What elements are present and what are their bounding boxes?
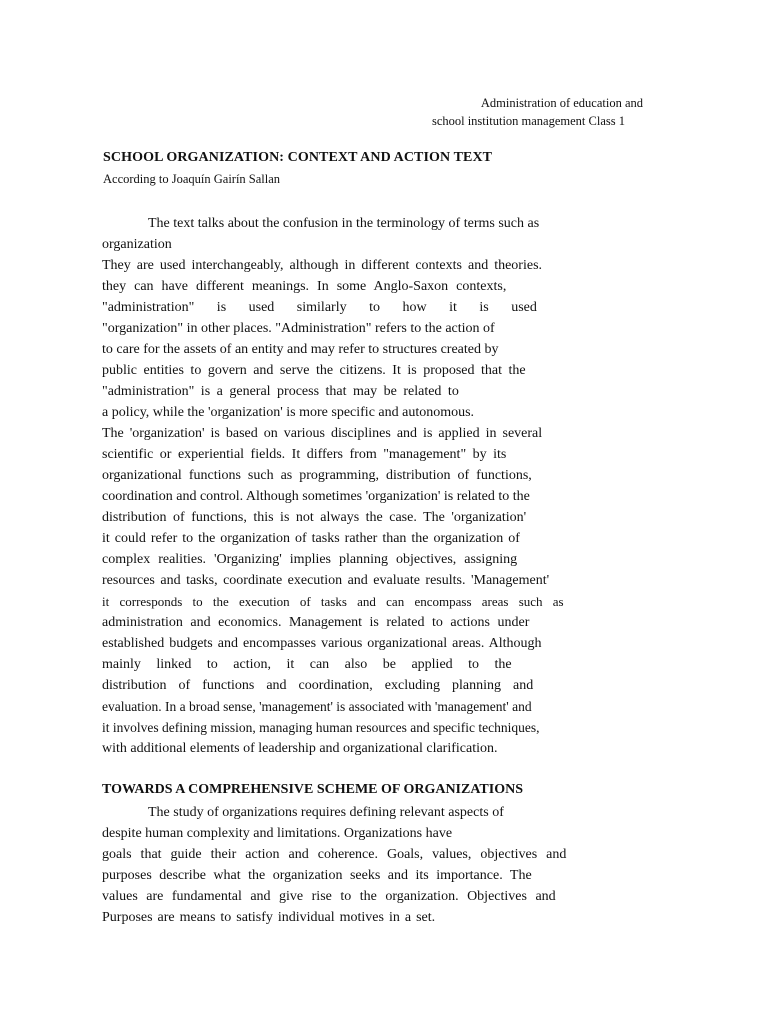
text-line: scientific or experiential fields. It differs from "management" by its (102, 447, 507, 462)
text-line: purposes describe what the organization seeks and its importance. The (102, 868, 532, 883)
text-line: values are fundamental and give rise to the organization. Objectives and (102, 889, 556, 904)
section-2-body (102, 802, 597, 928)
text-line: established budgets and encompasses various organizational areas. Although (102, 636, 542, 651)
text-line: evaluation. In a broad sense, 'management' is associated with 'management' and (102, 699, 532, 714)
text-line: "organization" in other places. "Administration" refers to the action of (102, 321, 495, 336)
text-line: it corresponds to the execution of tasks and can encompass areas such as (102, 594, 564, 609)
text-line: it involves defining mission, managing human resources and specific techniques, (102, 720, 540, 735)
text-line: they can have different meanings. In some Anglo-Saxon contexts, (102, 279, 507, 294)
page-header (432, 94, 643, 130)
text-line: administration and economics. Management is related to actions under (102, 615, 530, 630)
header-line-course: Administration of education and (480, 96, 643, 110)
document-title: SCHOOL ORGANIZATION: CONTEXT AND ACTION TEXT (103, 150, 493, 165)
text-line: it could refer to the organization of tasks rather than the organization of (102, 531, 520, 546)
text-line: distribution of functions, this is not always the case. The 'organization' (102, 510, 527, 525)
text-line: despite human complexity and limitations. Organizations have (102, 826, 453, 841)
text-line: Purposes are means to satisfy individual motives in a set. (102, 910, 436, 925)
text-line: with additional elements of leadership and organizational clarification. (102, 741, 498, 756)
text-line: The text talks about the confusion in the terminology of terms such as (148, 216, 540, 231)
text-line: organizational functions such as programming, distribution of functions, (102, 468, 532, 483)
text-line: goals that guide their action and coherence. Goals, values, objectives and (102, 847, 567, 862)
text-line: organization (102, 237, 172, 252)
text-line: "administration" is a general process that may be related to (102, 384, 459, 399)
section-1-body (102, 213, 597, 759)
text-line: coordination and control. Although sometimes 'organization' is related to the (102, 489, 530, 504)
text-line: They are used interchangeably, although in different contexts and theories. (102, 258, 543, 273)
text-line: to care for the assets of an entity and may refer to structures created by (102, 342, 499, 357)
section-2-heading: TOWARDS A COMPREHENSIVE SCHEME OF ORGANIZATIONS (102, 782, 523, 797)
text-line: public entities to govern and serve the citizens. It is proposed that the (102, 363, 526, 378)
text-line: a policy, while the 'organization' is more specific and autonomous. (102, 405, 475, 420)
text-line: "administration" is used similarly to how it is used (102, 300, 537, 315)
header-line-class: school institution management Class 1 (431, 114, 625, 128)
text-line: distribution of functions and coordination, excluding planning and (102, 678, 534, 693)
text-line: complex realities. 'Organizing' implies planning objectives, assigning (102, 552, 518, 567)
text-line: resources and tasks, coordinate execution and evaluate results. 'Management' (102, 573, 550, 588)
text-line: The study of organizations requires defining relevant aspects of (148, 805, 504, 820)
text-line: The 'organization' is based on various disciplines and is applied in several (102, 426, 543, 441)
document-subtitle: According to Joaquín Gairín Sallan (103, 172, 281, 186)
text-line: mainly linked to action, it can also be applied to the (102, 657, 512, 672)
